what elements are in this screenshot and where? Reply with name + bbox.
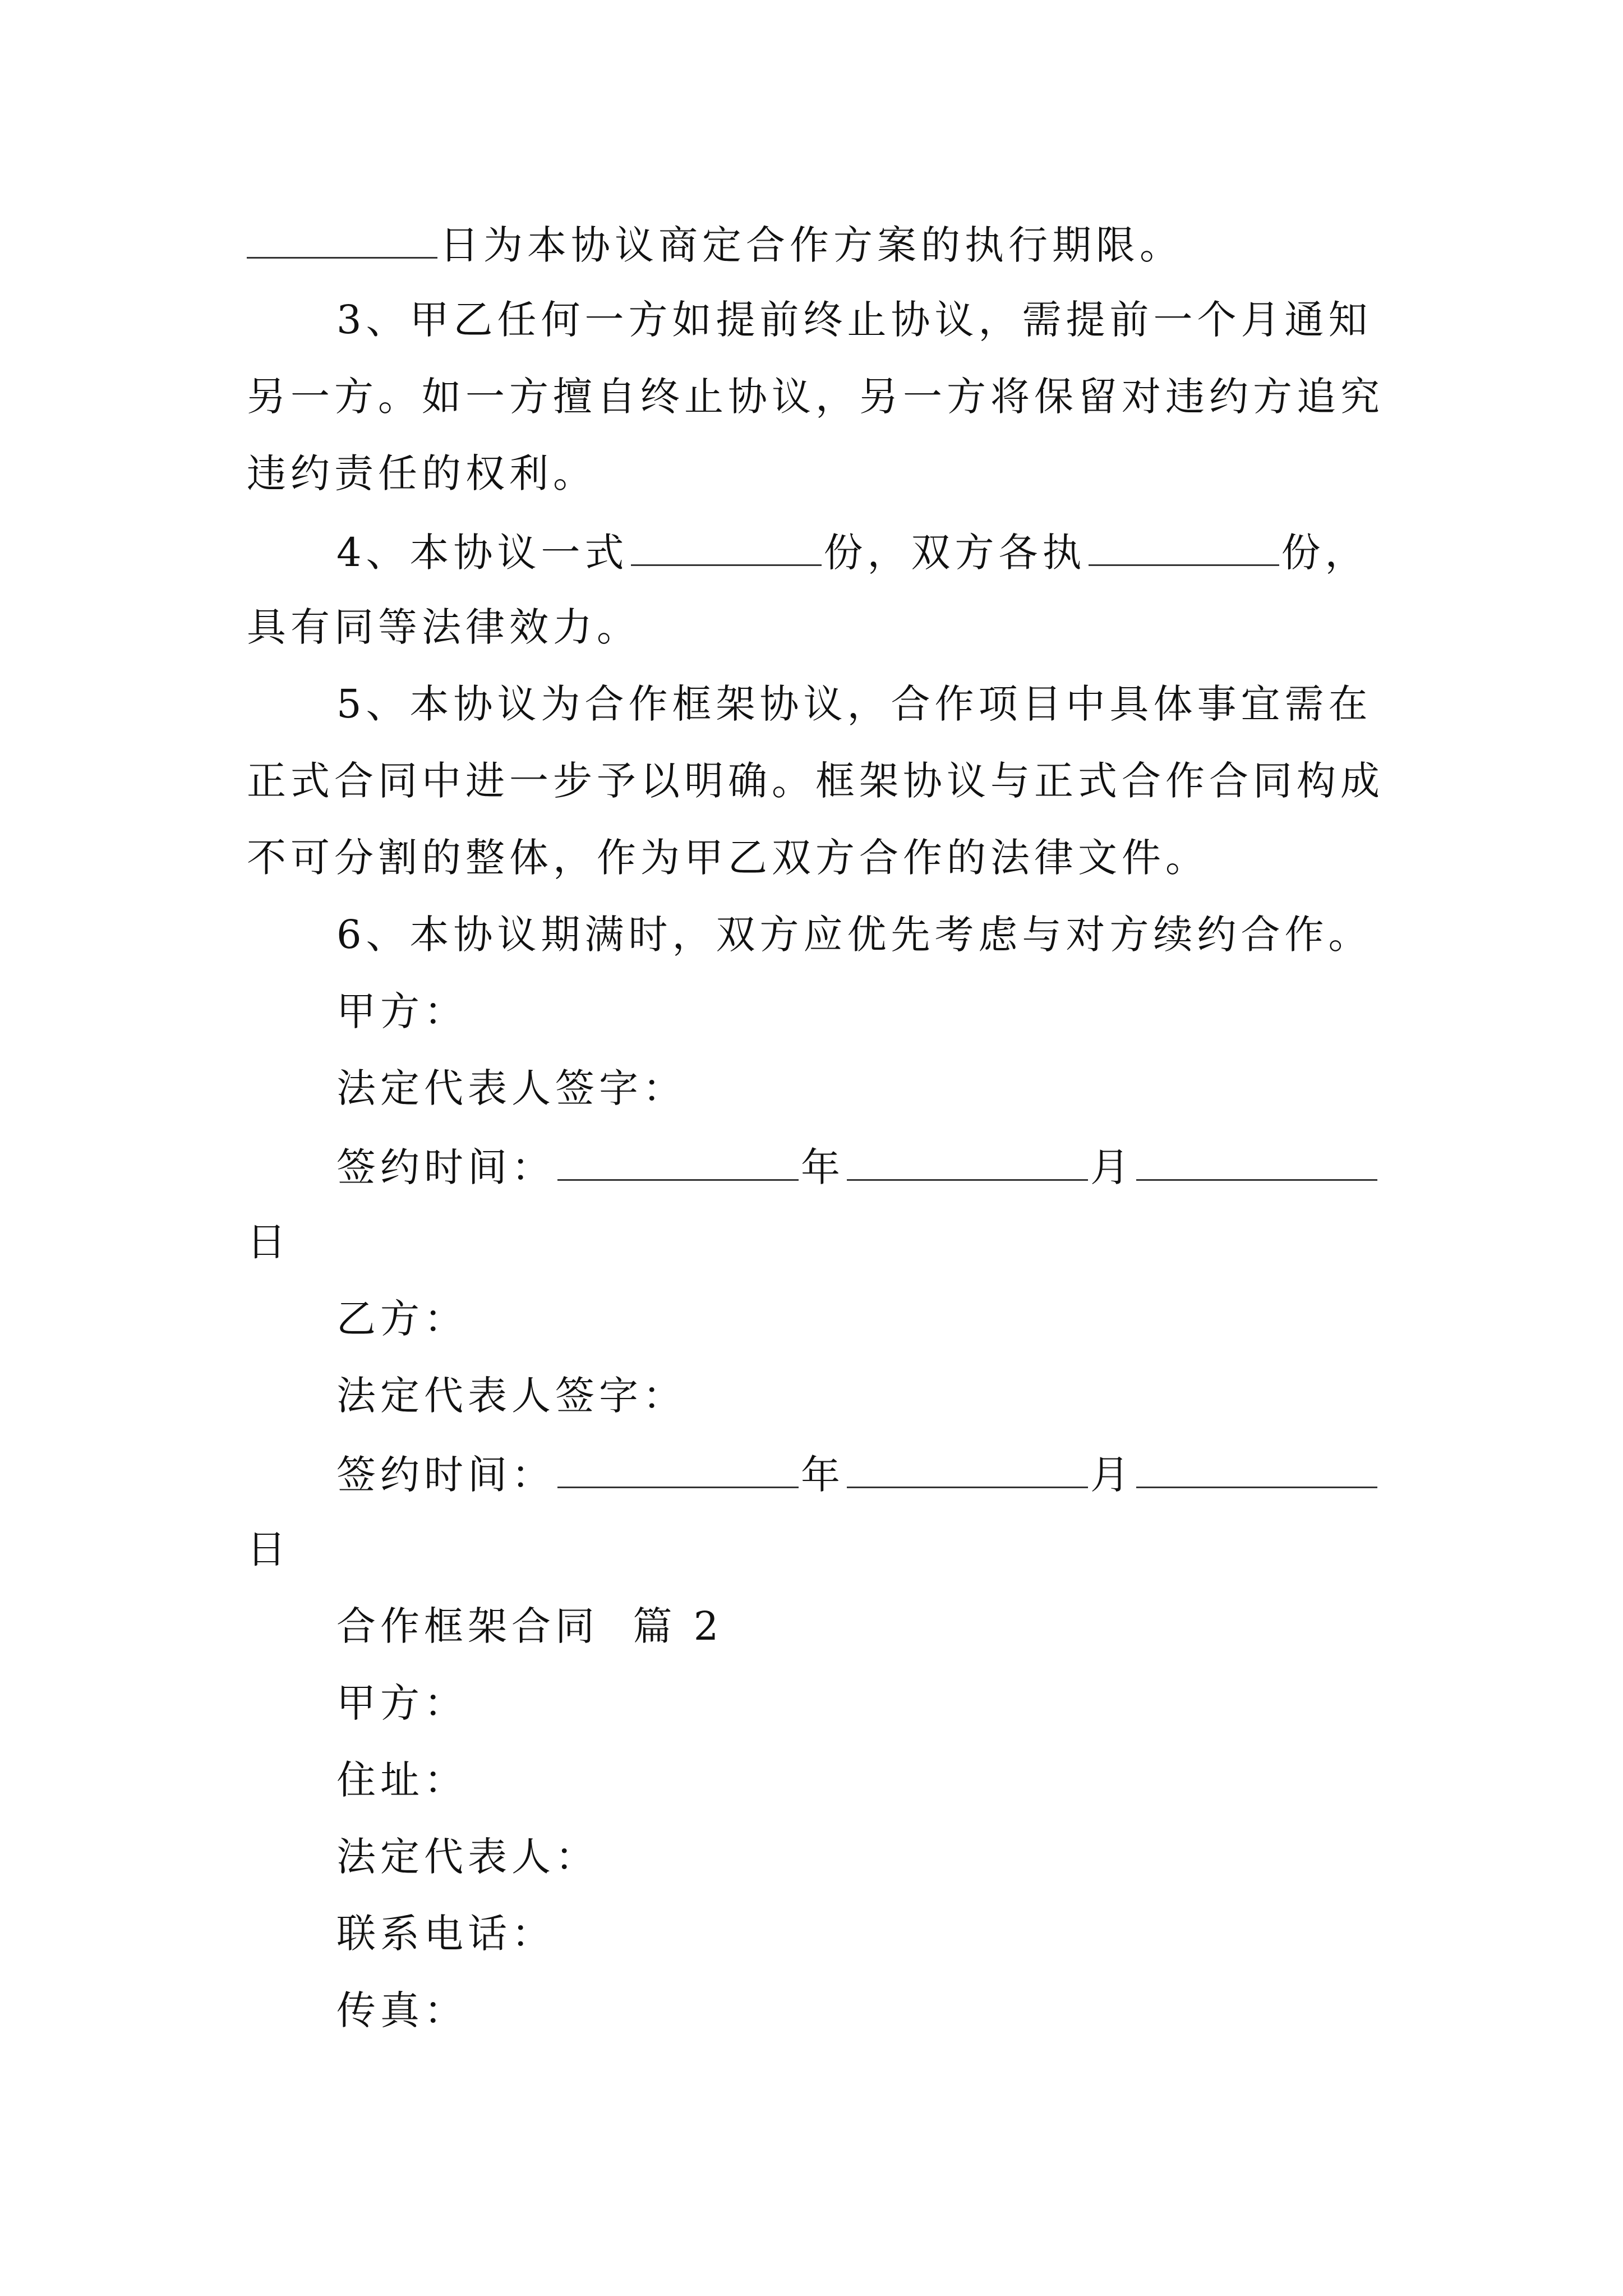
fax-label: 传真： [336,1987,468,2033]
day-label: 日 [247,1219,291,1265]
text: 日为本协议商定合作方案的执行期限。 [440,222,1183,268]
text: 签约时间： [336,1452,555,1498]
party-a-label-2: 甲方： [336,1680,468,1726]
day-blank [1136,1453,1377,1488]
year-blank [557,1145,799,1181]
text: 4、本协议一式 [336,530,629,576]
text: 年 [801,1452,845,1498]
text: 月 [1090,1452,1134,1498]
text: 年 [801,1144,845,1190]
clause-4-line-2: 具有同等法律效力。 [247,604,640,650]
blank-field [247,223,437,259]
party-b-signature-label: 法定代表人签字： [336,1373,686,1419]
legal-representative-label: 法定代表人： [336,1834,599,1880]
text: 月 [1090,1144,1134,1190]
clause-6-line: 6、本协议期满时，双方应优先考虑与对方续约合作。 [336,912,1372,958]
copies-each-blank [1089,531,1279,566]
clause-5-line-3: 不可分割的整体，作为甲乙双方合作的法律文件。 [247,835,1209,881]
term-deadline-line [247,222,1183,268]
phone-label: 联系电话： [336,1911,555,1957]
party-b-date-line [336,1452,1380,1498]
year-blank [557,1453,799,1488]
text: 签约时间： [336,1144,555,1190]
clause-3-line-3: 违约责任的权利。 [247,450,597,496]
clause-5-line-1: 5、本协议为合作框架协议，合作项目中具体事宜需在 [336,681,1372,727]
text: 份，双方各执 [823,530,1086,576]
day-label: 日 [247,1526,291,1572]
party-a-label: 甲方： [336,988,468,1034]
address-label: 住址： [336,1757,468,1803]
text: 份， [1281,530,1369,576]
clause-4-line-1 [336,530,1369,576]
clause-5-line-2: 正式合同中进一步予以明确。框架协议与正式合作合同构成 [247,758,1384,804]
party-a-signature-label: 法定代表人签字： [336,1065,686,1111]
party-b-label: 乙方： [336,1296,468,1342]
section-title: 合作框架合同 篇 2 [336,1603,723,1649]
clause-3-line-2: 另一方。如一方擅自终止协议，另一方将保留对违约方追究 [247,374,1384,420]
month-blank [847,1453,1088,1488]
day-blank [1136,1145,1377,1181]
clause-3-line-1: 3、甲乙任何一方如提前终止协议，需提前一个月通知 [336,297,1372,343]
party-a-date-line [336,1144,1380,1190]
month-blank [847,1145,1088,1181]
copies-total-blank [631,531,822,566]
